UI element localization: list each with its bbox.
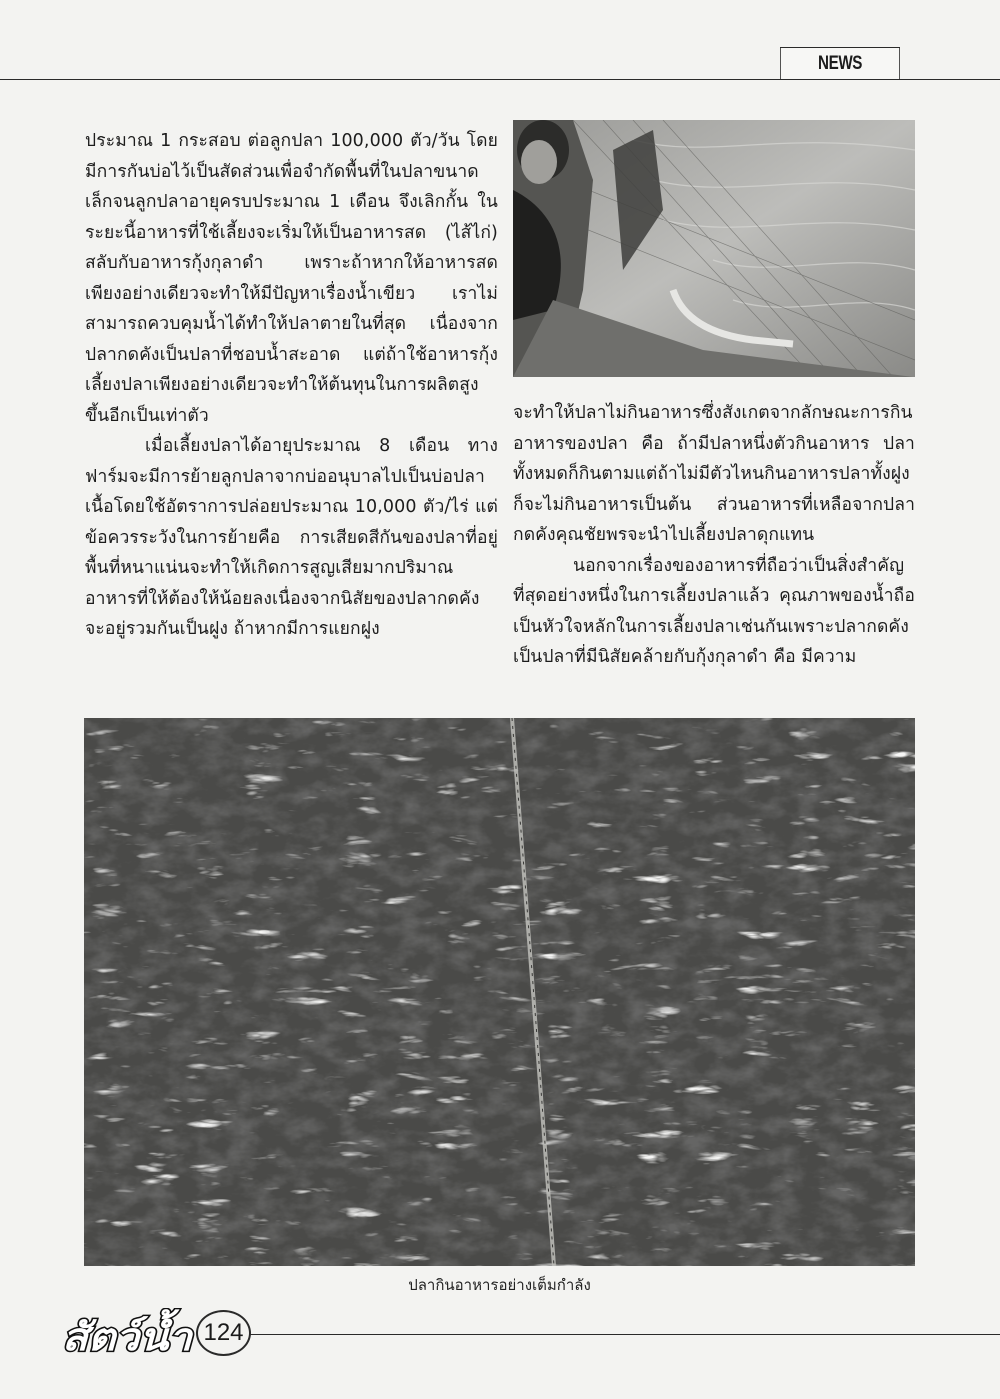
- magazine-logo: [58, 1308, 203, 1360]
- fish-netting-photo: [513, 120, 915, 377]
- section-label: NEWS: [780, 47, 900, 80]
- photo-caption: ปลากินอาหารอย่างเต็มกำลัง: [408, 1276, 591, 1294]
- footer-rule: [250, 1334, 1000, 1335]
- svg-text:สัตว์น้ำ: สัตว์น้ำ: [62, 1315, 179, 1359]
- left-paragraph-1: ประมาณ 1 กระสอบ ต่อลูกปลา 100,000 ตัว/วัน โดยมีการกันบ่อไว้เป็นสัดส่วนเพื่อจำกัดพื้นที่ในปลาขนาดเล็กจนลูกปลาอายุครบประมาณ 1 เดือน จึงเลิกกั้น ในระยะนี้อาหารที่ใช้เลี้ยงจะเริ่มให้เป็นอาหารสด (ไส้ไก่) สลับกับอาหารกุ้งกุลาดำ เพราะถ้าหากให้อาหารสดเพียงอย่างเดียวจะทำให้มีปัญหาเรื่องน้ำเขียว เราไม่สามารถควบคุมน้ำได้ทำให้ปลาตายในที่สุด เนื่องจากปลากดคังเป็นปลาที่ชอบน้ำสะอาด แต่ถ้าใช้อาหารกุ้งเลี้ยงปลาเพียงอย่างเดียวจะทำให้ต้นทุนในการผลิตสูงขึ้นอีกเป็นเท่าตัว: [85, 131, 498, 426]
- left-column: [85, 126, 498, 645]
- left-paragraph-2: เมื่อเลี้ยงปลาได้อายุประมาณ 8 เดือน ทางฟาร์มจะมีการย้ายลูกปลาจากบ่ออนุบาลไปเป็นบ่อปลาเนื้อโดยใช้อัตราการปล่อยประมาณ 10,000 ตัว/ไร่ แต่ข้อควรระวังในการย้ายคือ การเสียดสีกันของปลาที่อยู่พื้นที่หนาแน่นจะทำให้เกิดการสูญเสียมากปริมาณอาหารที่ให้ต้องให้น้อยลงเนื่องจากนิสัยของปลากดคังจะอยู่รวมกันเป็นฝูง ถ้าหากมีการแยกฝูง: [85, 436, 498, 639]
- right-paragraph-1: จะทำให้ปลาไม่กินอาหารซึ่งสังเกตจากลักษณะการกินอาหารของปลา คือ ถ้ามีปลาหนึ่งตัวกินอาหาร ปลาทั้งหมดก็กินตามแต่ถ้าไม่มีตัวไหนกินอาหารปลาทั้งฝูงก็จะไม่กินอาหารเป็นต้น ส่วนอาหารที่เหลือจากปลากดคังคุณชัยพรจะนำไปเลี้ยงปลาดุกแทน: [513, 403, 915, 545]
- page-number: 124: [196, 1310, 251, 1356]
- right-paragraph-2: นอกจากเรื่องของอาหารที่ถือว่าเป็นสิ่งสำคัญที่สุดอย่างหนึ่งในการเลี้ยงปลาแล้ว คุณภาพของน้ำถือเป็นหัวใจหลักในการเลี้ยงปลาเช่นกันเพราะปลากดคังเป็นปลาที่มีนิสัยคล้ายกับกุ้งกุลาดำ คือ มีความ: [513, 555, 915, 667]
- right-column: [513, 398, 915, 673]
- feeding-fish-photo: [84, 718, 915, 1266]
